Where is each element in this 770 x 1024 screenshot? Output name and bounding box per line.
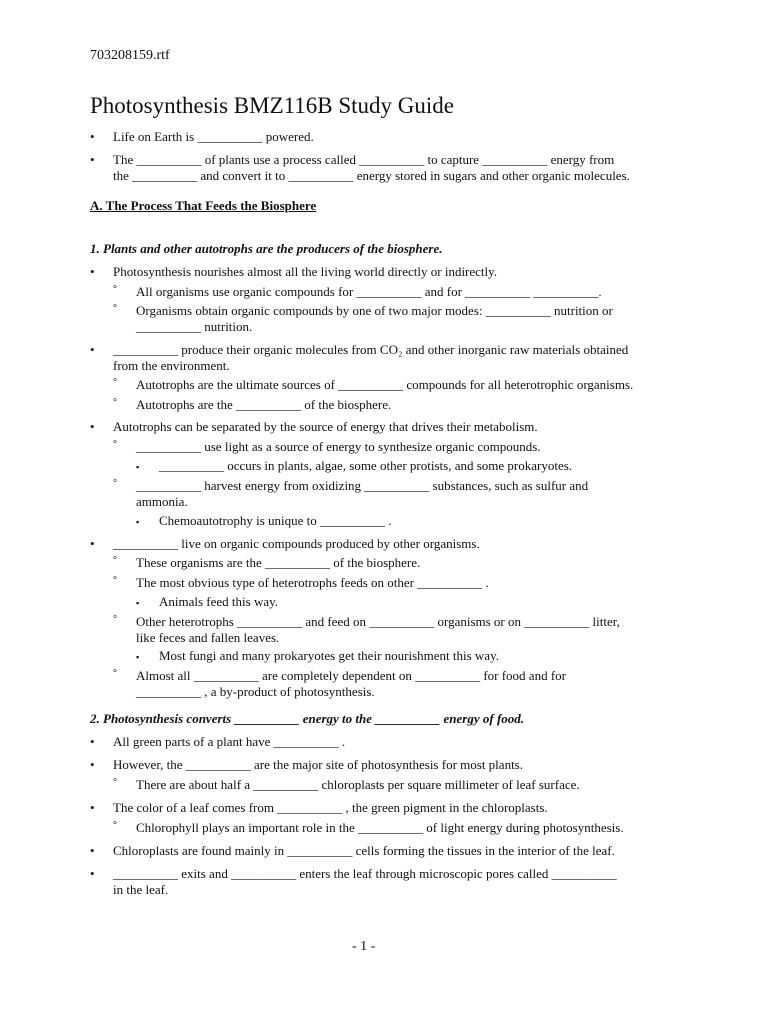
list-item: Other heterotrophs __________ and feed on __________ organisms or on __________ litter, (136, 614, 620, 629)
list-item: These organisms are the __________ of the biosphere. (136, 555, 421, 570)
bullet-marker: • (90, 152, 95, 167)
bullet-marker: • (90, 757, 95, 772)
bullet-marker: • (90, 800, 95, 815)
list-item: from the environment. (113, 358, 230, 373)
document-title: Photosynthesis BMZ116B Study Guide (90, 93, 454, 118)
list-item: The most obvious type of heterotrophs feeds on other __________ . (136, 575, 489, 590)
circle-marker: ° (113, 303, 117, 314)
circle-marker: ° (113, 284, 117, 295)
list-item: However, the __________ are the major site of photosynthesis for most plants. (113, 757, 523, 772)
section-heading-a: A. The Process That Feeds the Biosphere (90, 198, 317, 213)
list-item: Chemoautotrophy is unique to __________ . (159, 513, 392, 528)
list-item: __________ nutrition. (136, 319, 253, 334)
circle-marker: ° (113, 377, 117, 388)
list-item: Most fungi and many prokaryotes get their nourishment this way. (159, 648, 499, 663)
bullet-marker: • (90, 843, 95, 858)
list-item: Almost all __________ are completely dependent on __________ for food and for (136, 668, 566, 683)
bullet-marker: • (90, 866, 95, 881)
list-item: __________ , a by-product of photosynthesis. (136, 684, 375, 699)
list-item: __________ exits and __________ enters the leaf through microscopic pores called __________ (113, 866, 617, 881)
list-item: like feces and fallen leaves. (136, 630, 280, 645)
list-item: __________ harvest energy from oxidizing __________ substances, such as sulfur and (136, 478, 589, 493)
list-item: Autotrophs can be separated by the source of energy that drives their metabolism. (113, 419, 538, 434)
list-item: Photosynthesis nourishes almost all the living world directly or indirectly. (113, 264, 498, 279)
bullet-marker: • (90, 264, 95, 279)
list-item: Organisms obtain organic compounds by one of two major modes: __________ nutrition or (136, 303, 613, 318)
circle-marker: ° (113, 777, 117, 788)
list-item: __________ use light as a source of energy to synthesize organic compounds. (136, 439, 541, 454)
circle-marker: ° (113, 478, 117, 489)
list-item: There are about half a __________ chloroplasts per square millimeter of leaf surface. (136, 777, 580, 792)
bullet-marker: • (90, 734, 95, 749)
intro-line-3: the __________ and convert it to __________ energy stored in sugars and other organic molecules. (113, 168, 630, 183)
circle-marker: ° (113, 614, 117, 625)
bullet-marker: • (90, 536, 95, 551)
list-item: Autotrophs are the __________ of the biosphere. (136, 397, 392, 412)
circle-marker: ° (113, 575, 117, 586)
subsection-heading-2: 2. Photosynthesis converts __________ energy to the __________ energy of food. (90, 711, 525, 726)
circle-marker: ° (113, 439, 117, 450)
intro-line-1: Life on Earth is __________ powered. (113, 129, 314, 144)
subsection-heading-1: 1. Plants and other autotrophs are the producers of the biosphere. (90, 241, 443, 256)
list-item: All organisms use organic compounds for __________ and for __________ __________. (136, 284, 602, 299)
square-marker: ▪ (136, 598, 140, 608)
circle-marker: ° (113, 820, 117, 831)
list-item: Autotrophs are the ultimate sources of __________ compounds for all heterotrophic organisms. (136, 377, 634, 392)
list-item: Chloroplasts are found mainly in __________ cells forming the tissues in the interior of the leaf. (113, 843, 615, 858)
page-number: - 1 - (352, 939, 376, 954)
list-item: All green parts of a plant have __________ . (113, 734, 346, 749)
list-item: Chlorophyll plays an important role in the __________ of light energy during photosynthesis. (136, 820, 624, 835)
intro-line-2: The __________ of plants use a process called __________ to capture __________ energy from (113, 152, 615, 167)
list-item: __________ live on organic compounds produced by other organisms. (113, 536, 480, 551)
square-marker: ▪ (136, 652, 140, 662)
list-item: The color of a leaf comes from __________ , the green pigment in the chloroplasts. (113, 800, 548, 815)
bullet-marker: • (90, 129, 95, 144)
circle-marker: ° (113, 397, 117, 408)
circle-marker: ° (113, 668, 117, 679)
square-marker: ▪ (136, 517, 140, 527)
list-item: Animals feed this way. (159, 594, 279, 609)
circle-marker: ° (113, 555, 117, 566)
list-item: __________ occurs in plants, algae, some other protists, and some prokaryotes. (159, 458, 573, 473)
list-item: in the leaf. (113, 882, 169, 897)
list-item: ammonia. (136, 494, 188, 509)
square-marker: ▪ (136, 462, 140, 472)
list-item: __________ produce their organic molecules from CO₂ and other inorganic raw materials obtained (113, 342, 629, 357)
bullet-marker: • (90, 419, 95, 434)
bullet-marker: • (90, 342, 95, 357)
file-name: 703208159.rtf (90, 48, 170, 63)
